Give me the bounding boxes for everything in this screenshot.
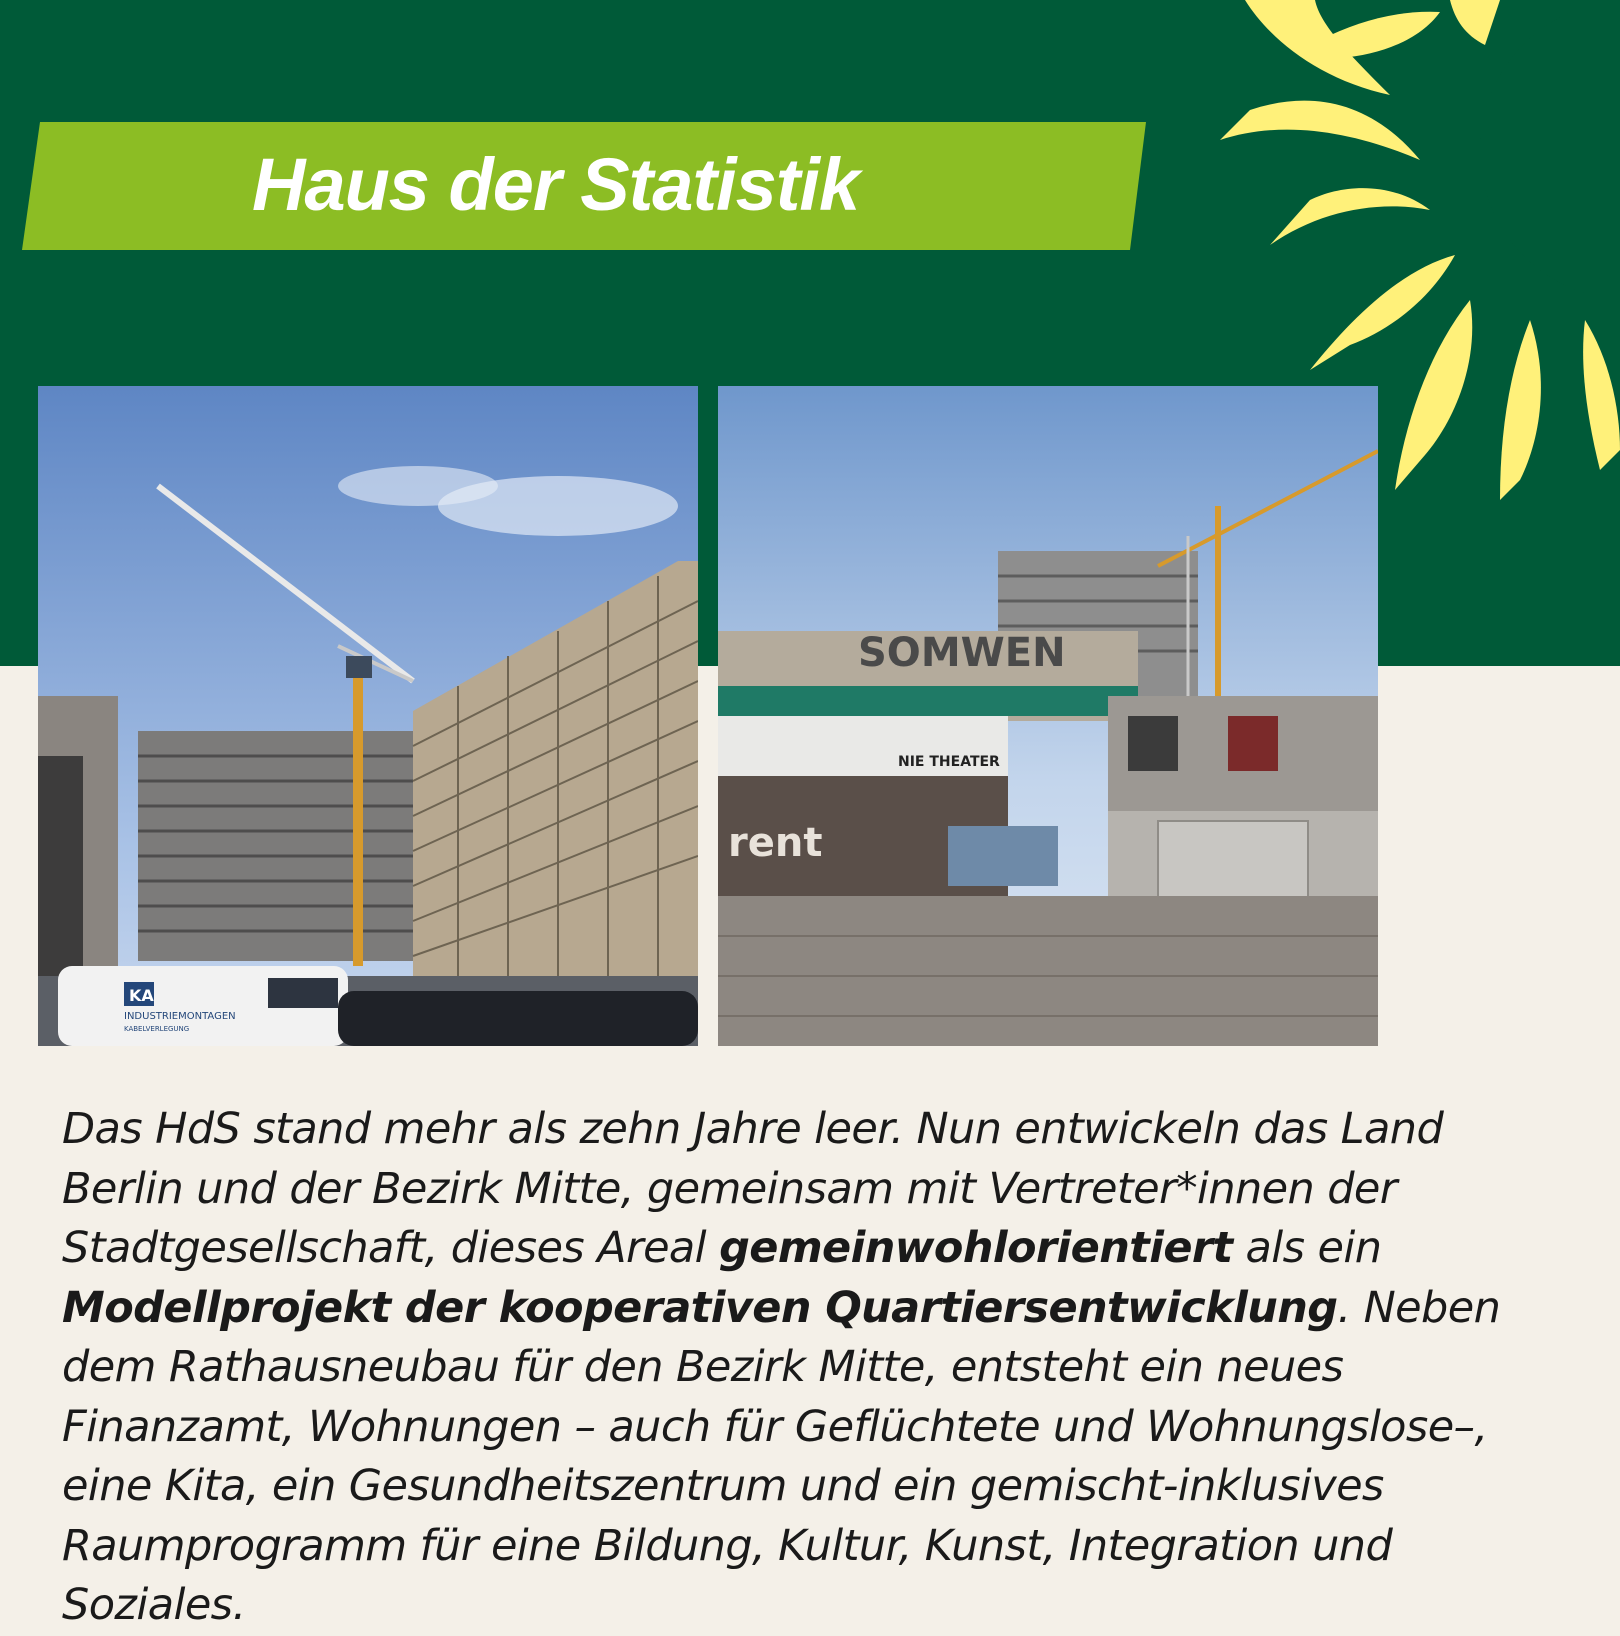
van-text-kabelverlegung: KABELVERLEGUNG: [124, 1025, 190, 1033]
title-banner: [22, 122, 1146, 250]
body-text-part2: als ein: [1232, 1223, 1382, 1273]
van-text-industriemontagen: INDUSTRIEMONTAGEN: [124, 1011, 236, 1022]
graffiti-rent: rent: [728, 820, 823, 866]
van-logo: KA: [129, 986, 154, 1005]
body-paragraph: [62, 1100, 1562, 1636]
photo-construction-crane: [38, 386, 698, 1046]
body-bold-gemeinwohlorientiert: gemeinwohlorientiert: [719, 1223, 1233, 1273]
svg-text:SOMWEN: SOMWEN: [858, 630, 1066, 676]
body-text-part3: . Neben dem Rathausneubau für den Bezirk Mitte, entsteht ein neues Finanzamt, Wohnungen – auch für Geflüchtete und Wohnungslose–, eine Kita, ein Gesundheitszentrum und ein gemischt-inklusives Raumprogramm für eine Bildung, Kultur, Kunst, Integration und Soziales.: [62, 1282, 1501, 1630]
body-text-part1: Das HdS stand mehr als zehn Jahre leer. Nun entwickeln das Land Berlin und der Bezirk Mitte, gemeinsam mit Vertreter*innen der Stadtgesellschaft, dieses Areal: [62, 1104, 1444, 1273]
page-title: Haus der Statistik: [252, 143, 860, 226]
theater-sign: NIE THEATER: [898, 754, 1000, 770]
body-bold-modellprojekt: Modellprojekt der kooperativen Quartiersentwicklung: [62, 1282, 1338, 1333]
photo-theater-containers: [718, 386, 1378, 1046]
